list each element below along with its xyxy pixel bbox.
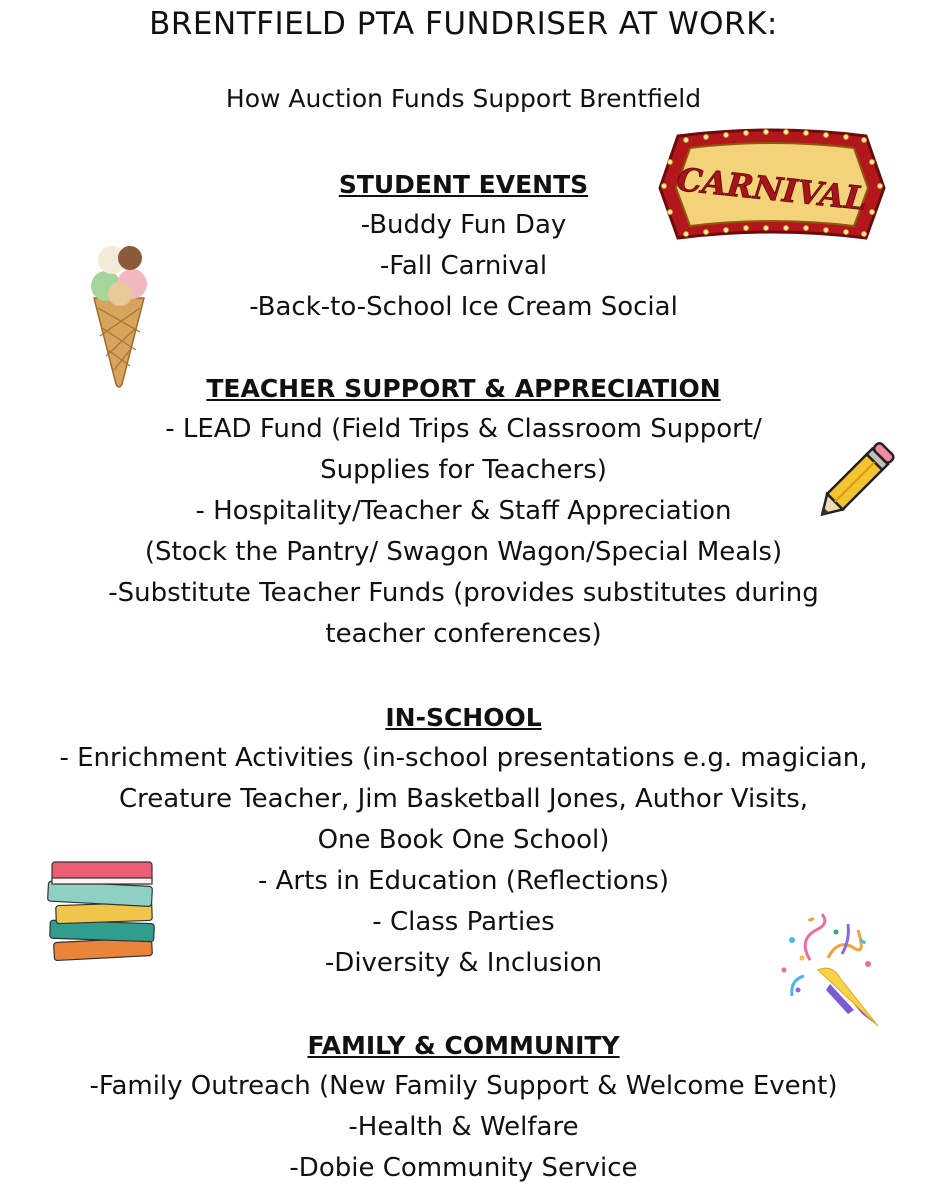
list-item: - Hospitality/Teacher & Staff Appreciation <box>195 496 732 526</box>
list-item: - Arts in Education (Reflections) <box>258 866 669 896</box>
list-item: - LEAD Fund (Field Trips & Classroom Support/ <box>165 414 762 444</box>
section-family-community <box>0 1025 927 1189</box>
pencil-icon <box>806 436 902 532</box>
list-item: Creature Teacher, Jim Basketball Jones, Author Visits, <box>118 784 809 814</box>
list-item: - Enrichment Activities (in-school presentations e.g. magician, <box>59 743 868 773</box>
books-stack-icon <box>44 856 164 966</box>
list-item: -Back-to-School Ice Cream Social <box>249 292 678 322</box>
section-heading: FAMILY & COMMUNITY <box>307 1031 620 1060</box>
ice-cream-cone-icon <box>84 232 154 392</box>
list-item: -Fall Carnival <box>379 251 548 281</box>
list-item: teacher conferences) <box>325 619 602 649</box>
list-item: Supplies for Teachers) <box>320 455 607 485</box>
page-subtitle: How Auction Funds Support Brentfield <box>225 84 702 113</box>
carnival-sign-text: CARNIVAL <box>675 160 869 218</box>
section-heading: IN-SCHOOL <box>385 703 542 732</box>
party-popper-icon <box>778 910 888 1034</box>
list-item: -Dobie Community Service <box>289 1153 638 1183</box>
list-item: -Family Outreach (New Family Support & Welcome Event) <box>89 1071 838 1101</box>
carnival-sign-icon <box>656 128 888 246</box>
page-title: BRENTFIELD PTA FUNDRISER AT WORK: <box>149 6 778 42</box>
list-item: -Substitute Teacher Funds (provides substitutes during <box>108 578 819 608</box>
list-item: -Buddy Fun Day <box>360 210 567 240</box>
list-item: -Health & Welfare <box>348 1112 579 1142</box>
list-item: -Diversity & Inclusion <box>324 948 603 978</box>
list-item: - Class Parties <box>372 907 555 937</box>
list-item: One Book One School) <box>317 825 610 855</box>
section-teacher-support <box>0 368 927 655</box>
section-heading: STUDENT EVENTS <box>338 170 589 199</box>
section-heading: TEACHER SUPPORT & APPRECIATION <box>206 374 721 403</box>
list-item: (Stock the Pantry/ Swagon Wagon/Special Meals) <box>144 537 783 567</box>
